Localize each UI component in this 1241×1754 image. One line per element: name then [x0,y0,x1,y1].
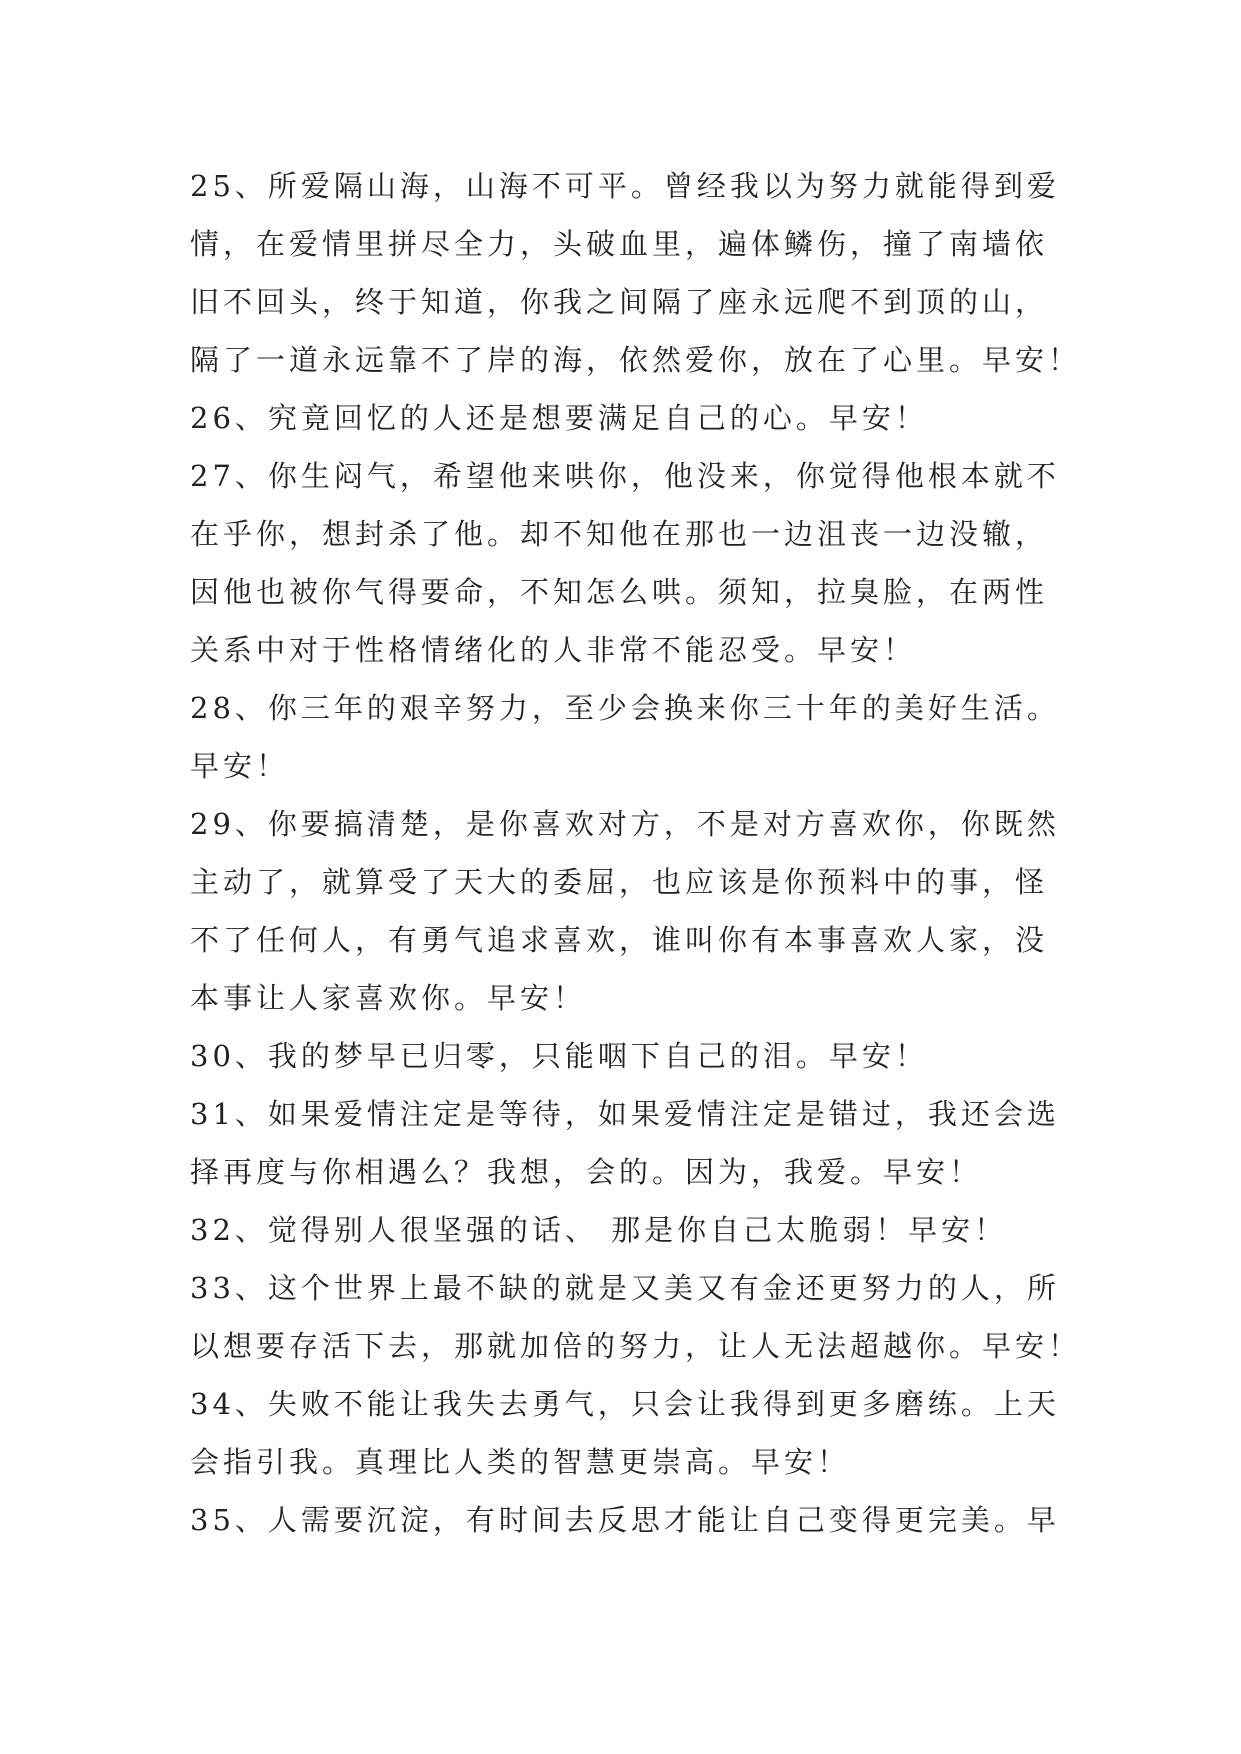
text-line: 择再度与你相遇么？我想，会的。因为，我爱。早安！ [190,1155,983,1189]
document-body [190,157,1082,1549]
text-line: 32、觉得别人很坚强的话、 那是你自己太脆弱！早安！ [190,1213,1008,1247]
text-line: 28、你三年的艰辛努力，至少会换来你三十年的美好生活。 [190,691,1060,725]
text-line: 因他也被你气得要命，不知怎么哄。须知，拉臭脸，在两性 [190,575,1049,609]
text-line: 30、我的梦早已归零，只能咽下自己的泪。早安！ [190,1039,928,1073]
text-line: 29、你要搞清楚，是你喜欢对方，不是对方喜欢你，你既然 [190,807,1060,841]
text-line: 31、如果爱情注定是等待，如果爱情注定是错过，我还会选 [190,1097,1060,1131]
text-line: 34、失败不能让我失去勇气，只会让我得到更多磨练。上天 [190,1387,1060,1421]
text-line: 25、所爱隔山海，山海不可平。曾经我以为努力就能得到爱 [190,169,1060,203]
text-line: 以想要存活下去，那就加倍的努力，让人无法超越你。早安！ [190,1329,1082,1363]
text-line: 主动了，就算受了天大的委屈，也应该是你预料中的事，怪 [190,865,1049,899]
text-line: 情，在爱情里拼尽全力，头破血里，遍体鳞伤，撞了南墙依 [190,227,1049,261]
text-line: 旧不回头，终于知道，你我之间隔了座永远爬不到顶的山， [190,285,1049,319]
text-line: 关系中对于性格情绪化的人非常不能忍受。早安！ [190,633,917,667]
text-line: 35、人需要沉淀，有时间去反思才能让自己变得更完美。早 [190,1503,1060,1537]
text-line: 26、究竟回忆的人还是想要满足自己的心。早安！ [190,401,928,435]
text-line: 本事让人家喜欢你。早安！ [190,981,587,1015]
text-line: 33、这个世界上最不缺的就是又美又有金还更努力的人，所 [190,1271,1060,1305]
text-line: 会指引我。真理比人类的智慧更崇高。早安！ [190,1445,851,1479]
text-line: 早安！ [190,749,290,783]
text-line: 不了任何人，有勇气追求喜欢，谁叫你有本事喜欢人家，没 [190,923,1049,957]
text-line: 在乎你，想封杀了他。却不知他在那也一边沮丧一边没辙， [190,517,1049,551]
text-line: 27、你生闷气，希望他来哄你，他没来，你觉得他根本就不 [190,459,1060,493]
text-line: 隔了一道永远靠不了岸的海，依然爱你，放在了心里。早安！ [190,343,1082,377]
